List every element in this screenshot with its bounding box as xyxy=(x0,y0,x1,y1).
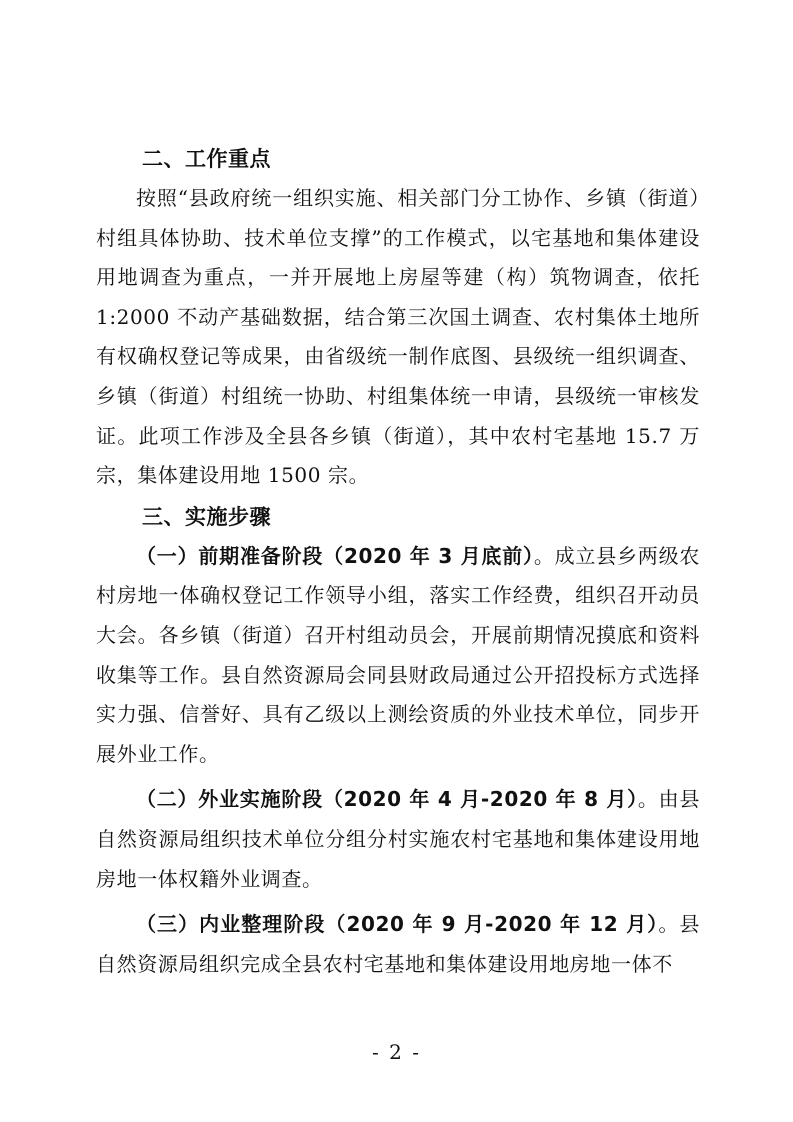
stage-fieldwork-body: 。由县自然资源局组织技术单位分组分村实施农村宅基地和集体建设用地房地一体权籍外业调查。 xyxy=(96,787,700,891)
stage-preparation-lead: （一）前期准备阶段（2020 年 3 月底前） xyxy=(136,543,534,568)
document-body xyxy=(96,140,700,984)
paragraph-work-focus: 按照“县政府统一组织实施、相关部门分工协作、乡镇（街道）村组具体协助、技术单位支撑”的工作模式，以宅基地和集体建设用地调查为重点，一并开展地上房屋等建（构）筑物调查，依托 1:2000 不动产基础数据，结合第三次国土调查、农村集体土地所有权确权登记等成果，由省级统一制作底图、县级统一组织调查、乡镇（街道）村组统一协助、村组集体统一申请，县级统一审核发证。此项工作涉及全县各乡镇（街道），其中农村宅基地 15.7 万宗，集体建设用地 1500 宗。 xyxy=(96,186,700,488)
section-heading-work-focus: 二、工作重点 xyxy=(142,147,271,171)
section-heading-implementation-steps: 三、实施步骤 xyxy=(142,504,271,529)
stage-preparation-body: 。成立县乡两级农村房地一体确权登记工作领导小组，落实工作经费，组织召开动员大会。各乡镇（街道）召开村组动员会，开展前期情况摸底和资料收集等工作。县自然资源局会同县财政局通过公开招投标方式选择实力强、信誉好、具有乙级以上测绘资质的外业技术单位，同步开展外业工作。 xyxy=(96,543,700,766)
page-number: - 2 - xyxy=(372,1040,421,1064)
stage-office-processing-lead: （三）内业整理阶段（2020 年 9 月-2020 年 12 月） xyxy=(136,912,659,937)
stage-fieldwork-lead: （二）外业实施阶段（2020 年 4 月-2020 年 8 月） xyxy=(136,787,638,812)
paragraph-stage-fieldwork xyxy=(96,780,700,899)
stage-office-processing-body: 。县自然资源局组织完成全县农村宅基地和集体建设用地房地一体不 xyxy=(96,912,700,976)
paragraph-stage-office-processing xyxy=(96,905,700,984)
paragraph-stage-preparation xyxy=(96,537,700,775)
